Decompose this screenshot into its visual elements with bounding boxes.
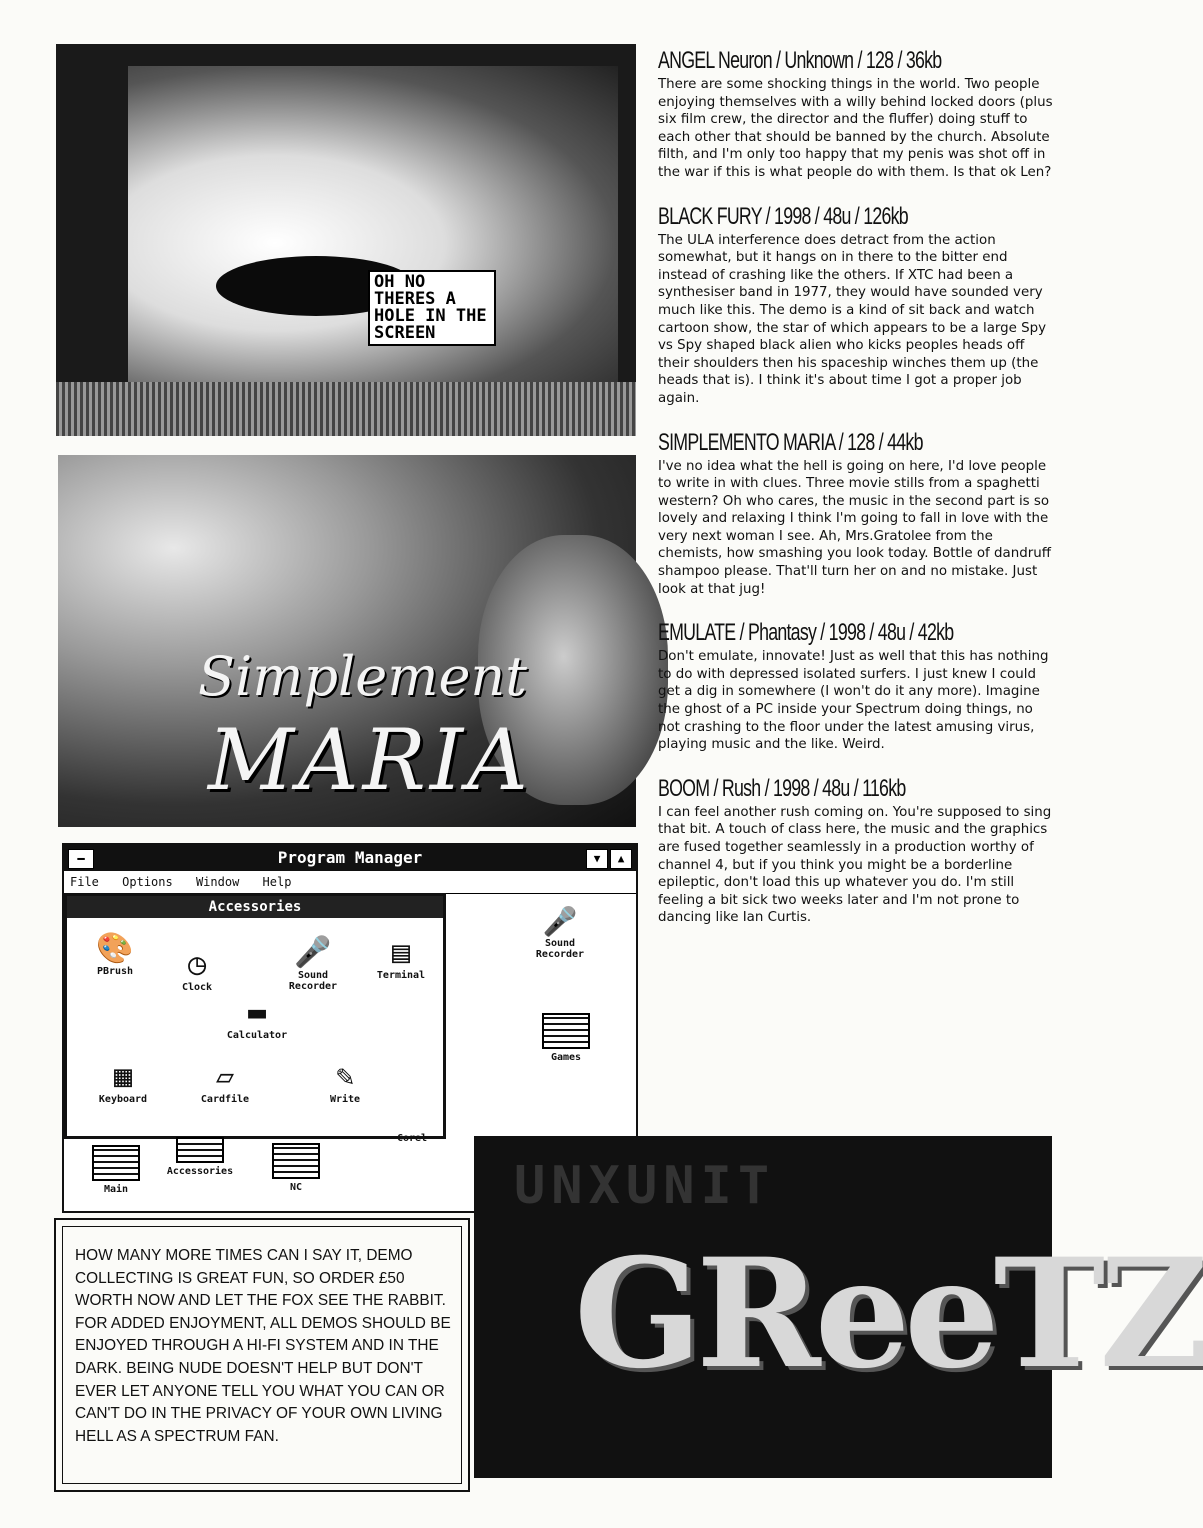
gretz-title: GReeTZ [574,1226,1203,1402]
review-body: I can feel another rush coming on. You're supposed to sing that bit. A touch of class here, the music and the graphics are fused together seamlessly in a production worthy of channel 4, but if you think you might be a borderline epileptic, don't load this up whatever you do. I'm still feeling a bit sick two weeks later and I'm not prone to dancing like Ian Curtis. [658,804,1052,926]
angel-caption: OH NO THERES A HOLE IN THE SCREEN [368,270,496,346]
unxunit-logo: UNXUNIT [514,1156,776,1216]
pen-icon: ✎ [335,1059,355,1094]
review-black-fury [658,202,1056,408]
angel-bottom-strip [56,382,636,436]
review-body: Don't emulate, innovate! Just as well that this has nothing to do with depressed isolated surfers. I just knew I could get a dig in somewhere (I won't do it any more). Imagine the ghost of a PC inside your Spectrum doing things, no not crashing to the floor under the latest amusing virus, playing music and the like. Weird. [658,649,1049,753]
terminal-app: ▤ Terminal [359,936,443,981]
menu-window: Window [195,875,240,889]
accessories-group: Accessories [160,1137,240,1177]
review-title: BOOM / Rush / 1998 / 48u / 116kb [658,774,906,802]
nc-group-icon [272,1143,320,1179]
demo-collecting-note [54,1218,470,1492]
nc-group: NC [256,1143,336,1193]
games-group-icon [542,1013,590,1049]
menu-help: Help [262,875,292,889]
microphone-icon: 🎤 [542,905,578,938]
corel-group: Corel [396,1133,428,1144]
pbrush-app: 🎨 PBrush [73,932,157,977]
maximize-icon: ▲ [610,849,632,869]
terminal-icon: ▤ [391,935,411,970]
review-title: EMULATE / Phantasy / 1998 / 48u / 42kb [658,619,954,647]
program-manager-title: Program Manager [277,848,423,867]
maria-screenshot [58,455,636,827]
maria-script-name: MARIA [208,711,532,809]
gretz-screenshot [474,1136,1203,1478]
calculator-icon: ▬ [247,995,267,1030]
calculator-app: ▬ Calculator [215,996,299,1041]
main-group: Main [76,1145,156,1195]
review-body: The ULA interference does detract from the action somewhat, but it hangs on in there to the bitter end instead of crashing like the others. If XTC had been a synthesiser band in 1977, they would have sounded very much like this. The demo is a kind of sit back and watch cartoon show, the star of which appears to be a large Spy vs Spy shaped black alien who kicks peoples heads off their shoulders then his spaceship winches them up (the heads that is). I think it's about time I got a proper job again. [658,232,1047,406]
reviews-column [658,46,1056,947]
program-manager-titlebar [64,845,636,871]
accessories-group-icon [176,1137,224,1163]
angel-screenshot [56,44,636,436]
main-group-icon [92,1145,140,1181]
maria-script-title: Simplement [198,645,527,708]
microphone-icon: 🎤 [294,935,332,970]
program-manager-menubar [64,871,636,894]
review-title: SIMPLEMENTO MARIA / 128 / 44kb [658,428,923,456]
keyboard-icon: ▦ [113,1059,133,1094]
system-menu-icon: ━ [68,849,94,869]
review-body: I've no idea what the hell is going on here, I'd love people to write in with clues. Three movie stills from a spaghetti western? Oh who cares, the music in the second part is so lovely and relaxing I think I'm going to fall in love with the very next woman I see. Ah, Mrs.Gratolee from the chemists, how smashing you look today. Bottle of dandruff shampoo please. That'll turn her on and no mistake. Just look at that jug! [658,458,1051,597]
games-group: Games [526,1013,606,1063]
clock-app: ◷ Clock [155,948,239,993]
cardfile-app: ▱ Cardfile [183,1060,267,1105]
review-simplemento-maria [658,428,1056,599]
review-emulate [658,618,1056,754]
review-title: ANGEL Neuron / Unknown / 128 / 36kb [658,47,942,74]
keyboard-app: ▦ Keyboard [81,1060,165,1105]
write-app: ✎ Write [303,1060,387,1105]
menu-options: Options [122,875,173,889]
review-title: BLACK FURY / 1998 / 48u / 126kb [658,202,908,230]
accessories-title: Accessories [67,896,443,918]
clock-icon: ◷ [187,947,207,982]
accessories-window [64,893,446,1139]
note-text: HOW MANY MORE TIMES CAN I SAY IT, DEMO COLLECTING IS GREAT FUN, SO ORDER £50 WORTH NOW AND LET THE FOX SEE THE RABBIT. FOR ADDED ENJOYMENT, ALL DEMOS SHOULD BE ENJOYED THROUGH A HI-FI SYSTEM AND IN THE DARK. BEING NUDE DOESN'T HELP BUT DON'T EVER LET ANYONE TELL YOU WHAT YOU CAN OR CAN'T DO IN THE PRIVACY OF YOUR OWN LIVING HELL AS A SPECTRUM FAN. [62,1226,462,1484]
angel-face-image [128,66,618,388]
palette-icon: 🎨 [96,931,134,966]
review-angel [658,46,1056,182]
cardfile-icon: ▱ [215,1059,235,1094]
review-boom [658,774,1056,927]
sound-recorder-app: 🎤 Sound Recorder [271,936,355,992]
sound-recorder-group: 🎤 Sound Recorder [520,905,600,960]
review-body: There are some shocking things in the world. Two people enjoying themselves with a willy behind locked doors (plus six film crew, the director and the fluffer) doing stuff to each other that should be banned by the church. Absolute filth, and I'm only too happy that my penis was shot off in the war if this is what people do with them. Is that ok Len? [658,77,1053,180]
menu-file: File [70,875,99,889]
minimize-icon: ▼ [586,849,608,869]
